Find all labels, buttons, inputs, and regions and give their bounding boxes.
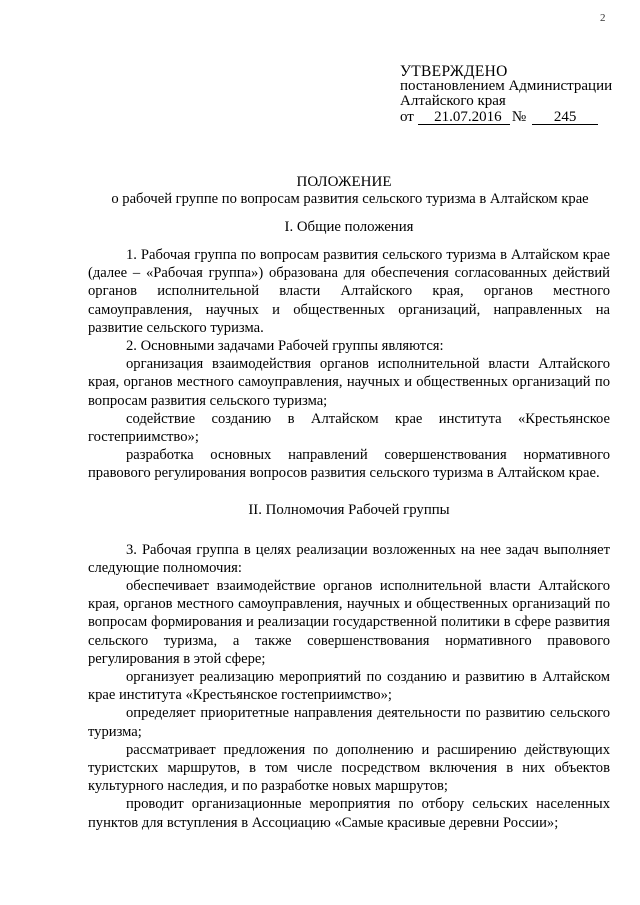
paragraph: разработка основных направлений совершенствования нормативного правового регулирования вопросов развития сельского туризма в Алтайском крае. [88, 447, 610, 482]
number-label: № [511, 109, 527, 125]
section-heading-powers: II. Полномочия Рабочей группы [248, 501, 450, 518]
paragraph: 2. Основными задачами Рабочей группы являются: [126, 338, 444, 355]
document-title: ПОЛОЖЕНИЕ [296, 174, 392, 190]
document-subtitle: о рабочей группе по вопросам развития сельского туризма в Алтайском крае [111, 191, 589, 207]
paragraph: 3. Рабочая группа в целях реализации возложенных на нее задач выполняет следующие полномочия: [88, 541, 610, 576]
paragraph: содействие созданию в Алтайском крае института «Крестьянское гостеприимство»; [88, 410, 610, 446]
paragraph: организует реализацию мероприятий по созданию и развитию в Алтайском крае института «Крестьянское гостеприимство»; [88, 669, 610, 704]
paragraph: организация взаимодействия органов исполнительной власти Алтайского края, органов местного самоуправления, научных и общественных организаций по вопросам развития сельского туризма; [88, 356, 610, 409]
paragraph: 1. Рабочая группа по вопросам развития сельского туризма в Алтайском крае (далее – «Рабочая группа») образована для обеспечения согласованных действий органов исполнительной власти Алтайского края, органов местного самоуправления, научных и общественных организаций, направленных на развитие сельского туризма. [88, 247, 610, 336]
paragraph: рассматривает предложения по дополнению и расширению действующих туристских маршрутов, в том числе посредством включения в них объектов культурного наследия, и по разработке новых маршрутов; [88, 741, 610, 795]
paragraph: проводит организационные мероприятия по отбору сельских населенных пунктов для вступления в Ассоциацию «Самые красивые деревни России»; [88, 796, 610, 831]
approval-line-region: Алтайского края [400, 93, 506, 109]
approval-title: УТВЕРЖДЕНО [400, 63, 508, 80]
paragraph: определяет приоритетные направления деятельности по развитию сельского туризма; [88, 705, 610, 740]
paragraph: обеспечивает взаимодействие органов исполнительной власти Алтайского края, органов местного самоуправления, научных и общественных организаций по вопросам формирования и реализации государственной политики в сфере развития сельского туризма, а также совершенствования нормативного правового регулирования в этой сфере; [88, 578, 610, 667]
section-heading-general: I. Общие положения [284, 219, 414, 235]
decree-number: 245 [532, 110, 598, 125]
approval-stamp [400, 64, 635, 125]
from-label: от [400, 109, 414, 125]
document-body [88, 174, 610, 832]
approval-line-decree: постановлением Администрации [400, 78, 613, 94]
decree-date: 21.07.2016 [418, 110, 510, 125]
page-number: 2 [600, 12, 606, 24]
approval-date-number [400, 110, 635, 125]
